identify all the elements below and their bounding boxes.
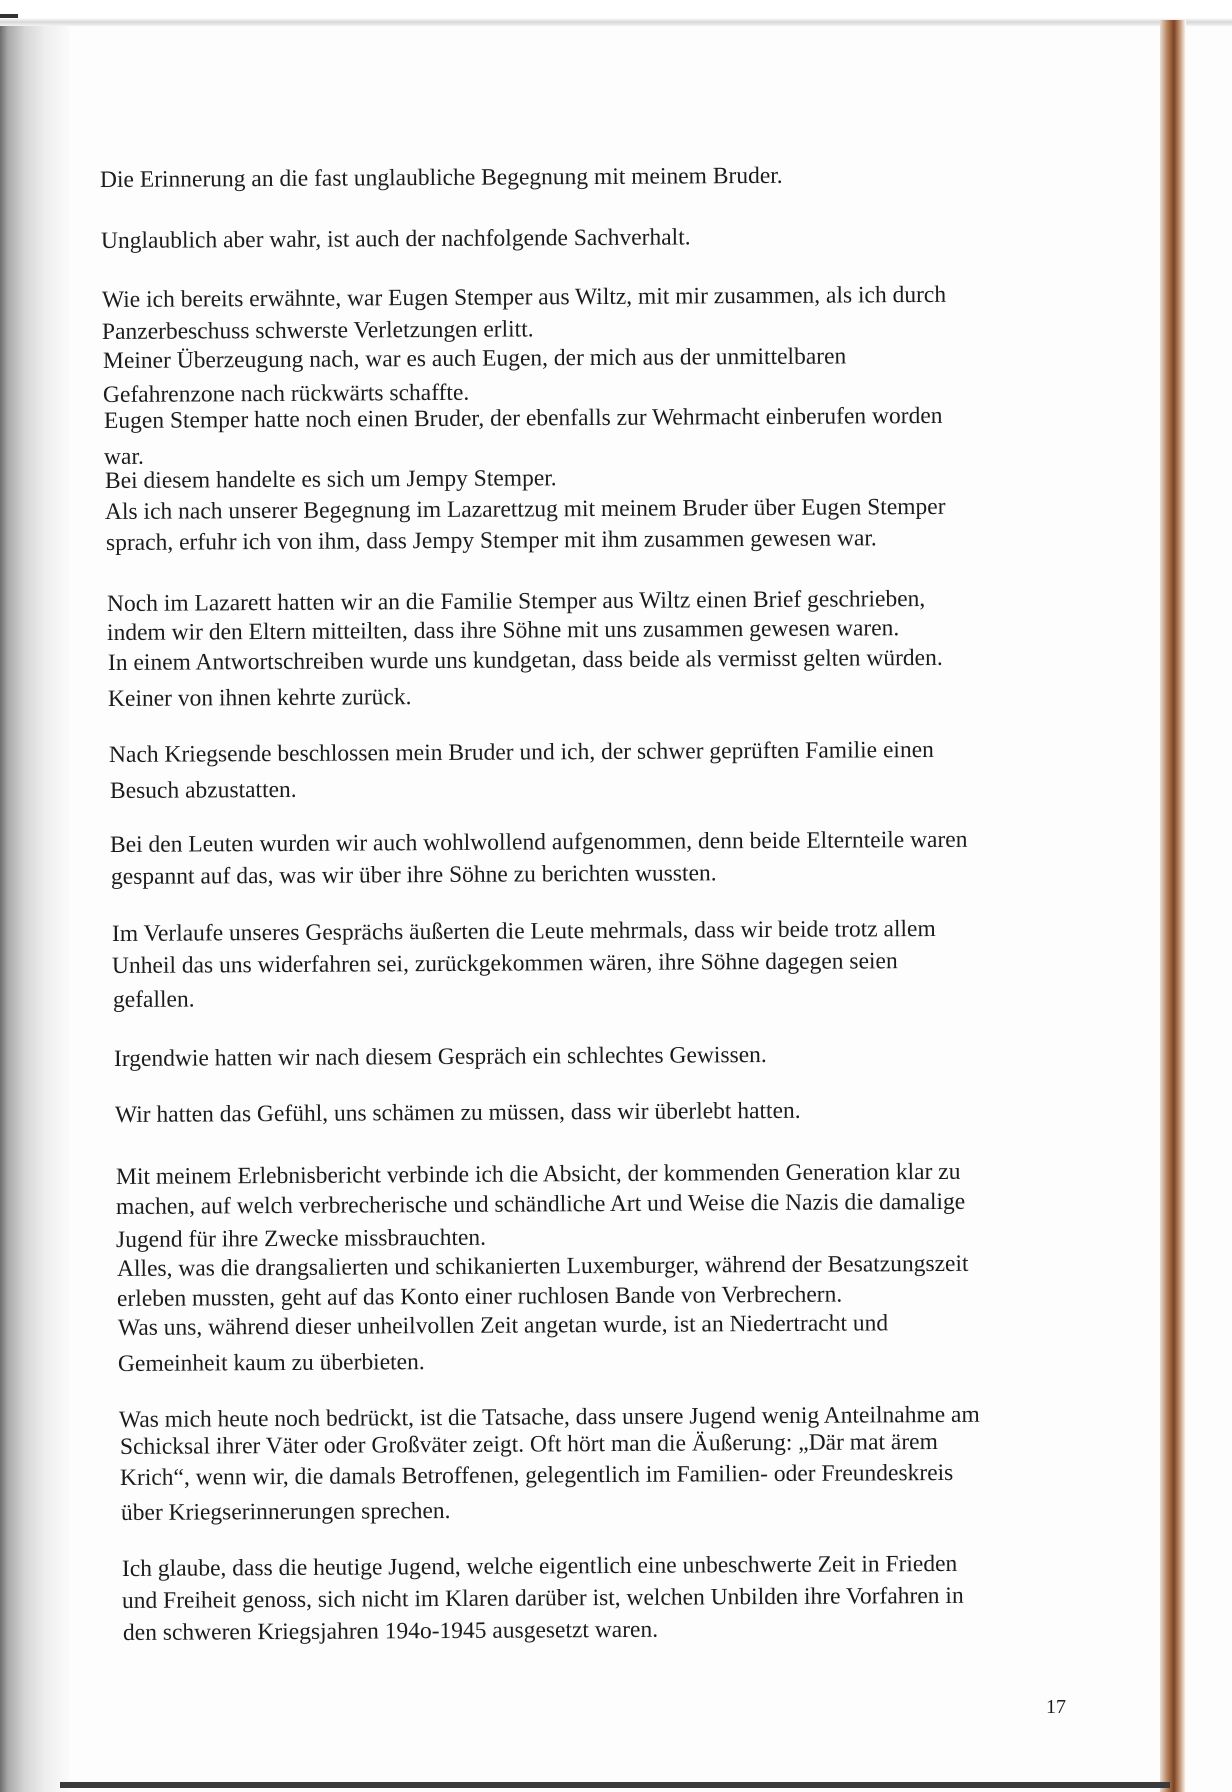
text-line: und Freiheit genoss, sich nicht im Klaren darüber ist, welchen Unbilden ihre Vorfahren in <box>121 1582 964 1614</box>
text-line: Panzerbeschuss schwerste Verletzungen erlitt. <box>102 316 535 345</box>
text-line: Bei diesem handelte es sich um Jempy Stemper. <box>104 465 557 494</box>
text-line: Jugend für ihre Zwecke missbrauchten. <box>116 1224 487 1253</box>
text-line: über Kriegserinnerungen sprechen. <box>120 1497 451 1526</box>
text-line: Besuch abzustatten. <box>109 776 297 804</box>
text-line: Wir hatten das Gefühl, uns schämen zu müssen, dass wir überlebt hatten. <box>114 1097 801 1128</box>
text-line: Irgendwie hatten wir nach diesem Gespräch ein schlechtes Gewissen. <box>113 1042 767 1072</box>
text-line: Keiner von ihnen kehrte zurück. <box>107 684 412 712</box>
text-line: Wie ich bereits erwähnte, war Eugen Stemper aus Wiltz, mit mir zusammen, als ich durch <box>101 281 947 313</box>
text-line: Im Verlaufe unseres Gesprächs äußerten die Leute mehrmals, dass wir beide trotz allem <box>111 915 936 947</box>
text-line: Bei den Leuten wurden wir auch wohlwollend aufgenommen, denn beide Elternteile waren <box>110 826 968 858</box>
text-line: In einem Antwortschreiben wurde uns kundgetan, dass beide als vermisst gelten würden. <box>107 644 943 676</box>
text-line: Was mich heute noch bedrückt, ist die Tatsache, dass unsere Jugend wenig Anteilnahme am <box>119 1401 980 1433</box>
text-line: machen, auf welch verbrecherische und schändliche Art und Weise die Nazis die damalige <box>115 1188 966 1220</box>
text-line: Unglaublich aber wahr, ist auch der nachfolgende Sachverhalt. <box>100 224 691 254</box>
text-line: Was uns, während dieser unheilvollen Zeit angetan wurde, ist an Niedertracht und <box>117 1310 888 1341</box>
text-line: indem wir den Eltern mitteilten, dass ihre Söhne mit uns zusammen gewesen waren. <box>106 615 900 646</box>
text-line: Als ich nach unserer Begegnung im Lazarettzug mit meinem Bruder über Eugen Stemper <box>105 493 946 525</box>
text-line: war. <box>104 443 145 470</box>
text-line: Alles, was die drangsalierten und schikanierten Luxemburger, während der Besatzungszeit <box>116 1250 969 1282</box>
text-line: gespannt auf das, was wir über ihre Söhne zu berichten wussten. <box>110 860 717 890</box>
page-number: 17 <box>1046 1696 1066 1718</box>
book-spine-edge <box>1160 20 1186 1792</box>
text-line: Noch im Lazarett hatten wir an die Familie Stemper aus Wiltz einen Brief geschrieben, <box>106 586 925 617</box>
text-line: Eugen Stemper hatte noch einen Bruder, der ebenfalls zur Wehrmacht einberufen worden <box>103 402 943 434</box>
text-line: Die Erinnerung an die fast unglaubliche Begegnung mit meinem Bruder. <box>99 162 783 193</box>
text-line: Meiner Überzeugung nach, war es auch Eugen, der mich aus der unmittelbaren <box>102 343 847 374</box>
text-line: Nach Kriegsende beschlossen mein Bruder und ich, der schwer geprüften Familie einen <box>108 736 934 768</box>
text-line: Schicksal ihrer Väter oder Großväter zeigt. Oft hört man die Äußerung: „Där mat ärem <box>119 1429 938 1460</box>
text-line: gefallen. <box>112 986 195 1013</box>
text-line: Gemeinheit kaum zu überbieten. <box>118 1349 426 1377</box>
text-line: Mit meinem Erlebnisbericht verbinde ich die Absicht, der kommenden Generation klar zu <box>115 1158 961 1190</box>
text-line: den schweren Kriegsjahren 194o-1945 ausgesetzt waren. <box>122 1616 658 1646</box>
text-line: erleben mussten, geht auf das Konto einer ruchlosen Bande von Verbrechern. <box>117 1281 843 1312</box>
text-line: Unheil das uns widerfahren sei, zurückgekommen wären, ihre Söhne dagegen seien <box>112 948 898 979</box>
text-line: sprach, erfuhr ich von ihm, dass Jempy Stemper mit ihm zusammen gewesen war. <box>105 525 877 556</box>
scan-top-edge <box>0 0 1232 26</box>
scan-left-edge <box>0 0 70 1792</box>
text-line: Gefahrenzone nach rückwärts schaffte. <box>103 379 470 408</box>
scan-mark <box>0 14 18 18</box>
text-line: Krich“, wenn wir, die damals Betroffenen, gelegentlich im Familien- oder Freundeskreis <box>120 1459 954 1491</box>
text-line: Ich glaube, dass die heutige Jugend, welche eigentlich eine unbeschwerte Zeit in Frieden <box>121 1550 957 1582</box>
scan-bottom-edge <box>60 1782 1170 1788</box>
